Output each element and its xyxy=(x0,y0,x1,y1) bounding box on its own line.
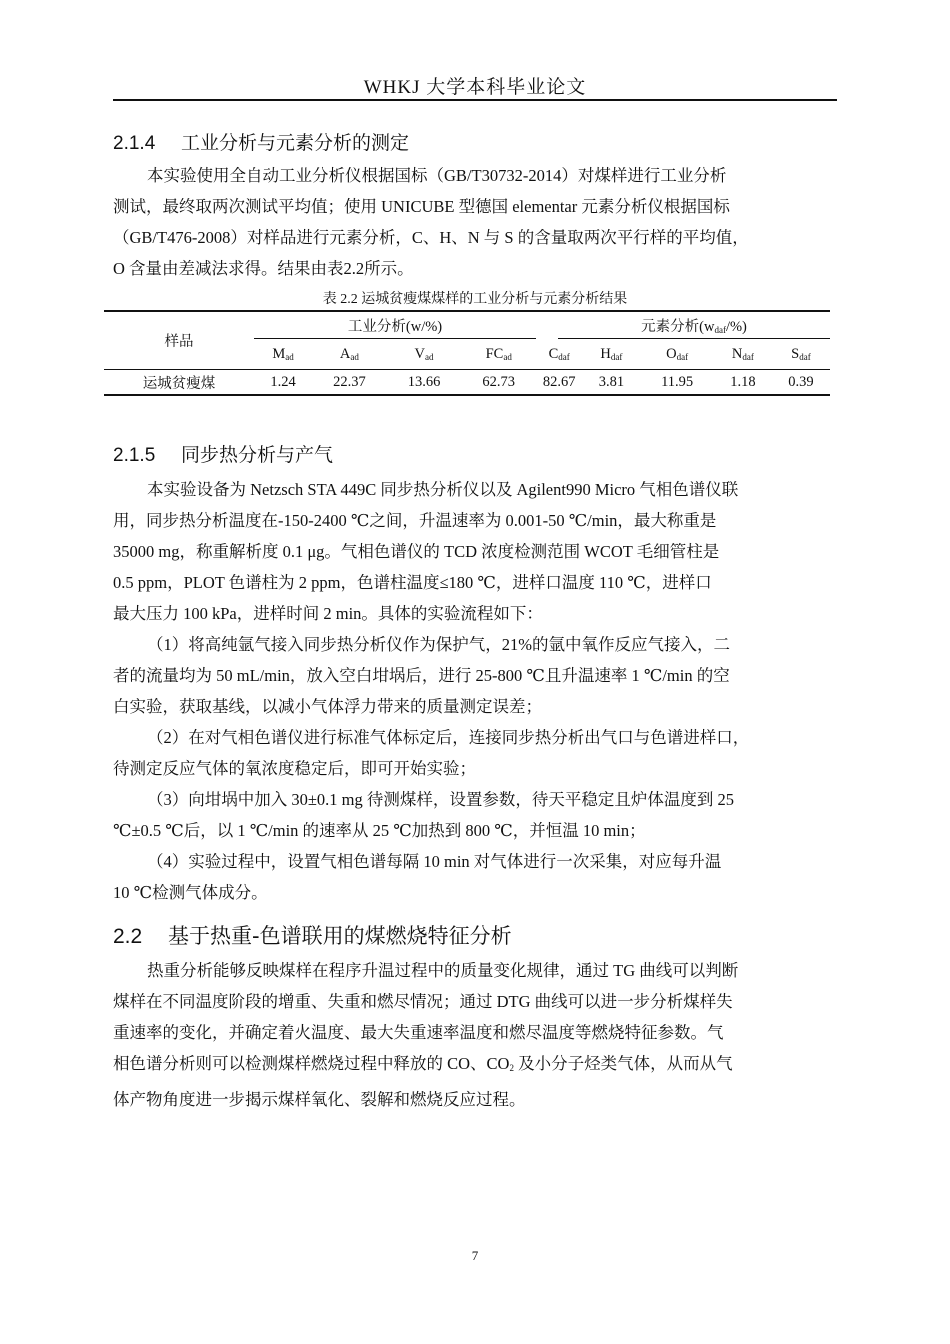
paragraph-2-1-5 xyxy=(113,474,837,908)
section-number: 2.1.4 xyxy=(113,133,156,154)
text-line: （4）实验过程中，设置气相色谱每隔 10 min 对气体进行一次采集，对应每升温 xyxy=(147,852,722,871)
table-cell: 82.67 xyxy=(536,370,582,396)
col-header: $S_{daf}$ xyxy=(791,345,811,362)
text-line: 热重分析能够反映煤样在程序升温过程中的质量变化规律，通过 TG 曲线可以判断 xyxy=(147,961,739,980)
ultimate-group-header: 元素分析$(w_{daf}/\%)$ xyxy=(558,311,830,339)
sample-name: 运城贫瘦煤 xyxy=(104,370,254,396)
table-cell: 62.73 xyxy=(461,370,536,396)
table-cell: 0.39 xyxy=(772,370,830,396)
table-cell: 1.18 xyxy=(714,370,772,396)
col-header: $M_{ad}$ xyxy=(272,345,294,362)
text-line: 用，同步热分析温度在-150-2400 ℃之间，升温速率为 0.001-50 ℃/min，最大称重是 xyxy=(113,511,717,530)
text-line: O 含量由差减法求得。结果由表2.2所示。 xyxy=(113,259,414,278)
section-heading-2-1-4 xyxy=(113,128,409,155)
text-line: 本实验设备为 Netzsch STA 449C 同步热分析仪以及 Agilent990 Micro 气相色谱仪联 xyxy=(147,480,739,499)
section-heading-2-2 xyxy=(113,920,512,950)
section-number: 2.1.5 xyxy=(113,445,156,466)
table-cell: 3.81 xyxy=(582,370,640,396)
header-rule xyxy=(113,99,837,101)
section-title: 工业分析与元素分析的测定 xyxy=(181,132,410,154)
paragraph-2-1-4 xyxy=(113,160,837,284)
col-header: $V_{ad}$ xyxy=(414,345,434,362)
col-header: $A_{ad}$ xyxy=(339,345,359,362)
table-cell: 22.37 xyxy=(312,370,387,396)
text-line: 者的流量均为 50 mL/min，放入空白坩埚后，进行 25-800 ℃且升温速率 1 ℃/min 的空 xyxy=(113,666,730,685)
table-caption: 表 2.2 运城贫瘦煤煤样的工业分析与元素分析结果 xyxy=(322,292,628,307)
text-line: 体产物角度进一步揭示煤样氧化、裂解和燃烧反应过程。 xyxy=(113,1090,526,1109)
table-cell: 1.24 xyxy=(254,370,312,396)
text-line: ℃±0.5 ℃后，以 1 ℃/min 的速率从 25 ℃加热到 800 ℃，并恒温 10 min； xyxy=(113,821,646,840)
table-cell: 13.66 xyxy=(387,370,462,396)
text-line: （GB/T476-2008）对样品进行元素分析，C、H、N 与 S 的含量取两次平行样的平均值， xyxy=(113,228,749,247)
running-header: WHKJ 大学本科毕业论文 xyxy=(363,77,587,98)
paragraph-2-2 xyxy=(113,955,837,1115)
col-header: $H_{daf}$ xyxy=(600,345,623,362)
text-line: 最大压力 100 kPa，进样时间 2 min。具体的实验流程如下： xyxy=(113,604,543,623)
text-line: 重速率的变化，并确定着火温度、最大失重速率温度和燃尽温度等燃烧特征参数。气 xyxy=(113,1023,724,1042)
text-line: （3）向坩埚中加入 30±0.1 mg 待测煤样，设置参数，待天平稳定且炉体温度到 25 xyxy=(147,790,735,809)
text-line: （2）在对气相色谱仪进行标准气体标定后，连接同步热分析出气口与色谱进样口， xyxy=(147,728,750,747)
table-row xyxy=(104,370,830,396)
text-line: 白实验，获取基线，以减小气体浮力带来的质量测定误差； xyxy=(113,697,542,716)
col-header: $O_{daf}$ xyxy=(666,345,689,362)
page-number: 7 xyxy=(471,1248,479,1263)
text-line: 测试，最终取两次测试平均值；使用 UNICUBE 型德国 elementar 元素分析仪根据国标 xyxy=(113,197,730,216)
text-line: 煤样在不同温度阶段的增重、失重和燃尽情况；通过 DTG 曲线可以进一步分析煤样失 xyxy=(113,992,733,1011)
text-line: 本实验使用全自动工业分析仪根据国标（GB/T30732-2014）对煤样进行工业分析 xyxy=(147,166,727,185)
text-line: 相色谱分析则可以检测煤样燃烧过程中释放的 CO、$CO_2$ 及小分子烃类气体，从而从气 xyxy=(113,1054,733,1073)
text-line: （1）将高纯氩气接入同步热分析仪作为保护气，21%的氩中氧作反应气接入，二 xyxy=(147,635,730,654)
text-line: 10 ℃检测气体成分。 xyxy=(113,883,268,902)
analysis-table xyxy=(104,310,830,396)
text-line: 0.5 ppm，PLOT 色谱柱为 2 ppm，色谱柱温度≤180 ℃，进样口温度 110 ℃，进样口 xyxy=(113,573,712,592)
table-cell: 11.95 xyxy=(640,370,713,396)
text-line: 待测定反应气体的氧浓度稳定后，即可开始实验； xyxy=(113,759,476,778)
section-title: 基于热重-色谱联用的煤燃烧特征分析 xyxy=(168,924,512,948)
col-header: $N_{daf}$ xyxy=(731,345,754,362)
section-number: 2.2 xyxy=(113,925,143,948)
col-header: $FC_{ad}$ xyxy=(485,345,512,362)
sample-header: 样品 xyxy=(104,311,254,370)
proximate-group-header: 工业分析(w/%) xyxy=(254,311,536,339)
section-heading-2-1-5 xyxy=(113,440,333,467)
text-line: 35000 mg，称重解析度 0.1 μg。气相色谱仪的 TCD 浓度检测范围 WCOT 毛细管柱是 xyxy=(113,542,720,561)
col-header: $C_{daf}$ xyxy=(548,345,570,362)
section-title: 同步热分析与产气 xyxy=(181,444,334,466)
